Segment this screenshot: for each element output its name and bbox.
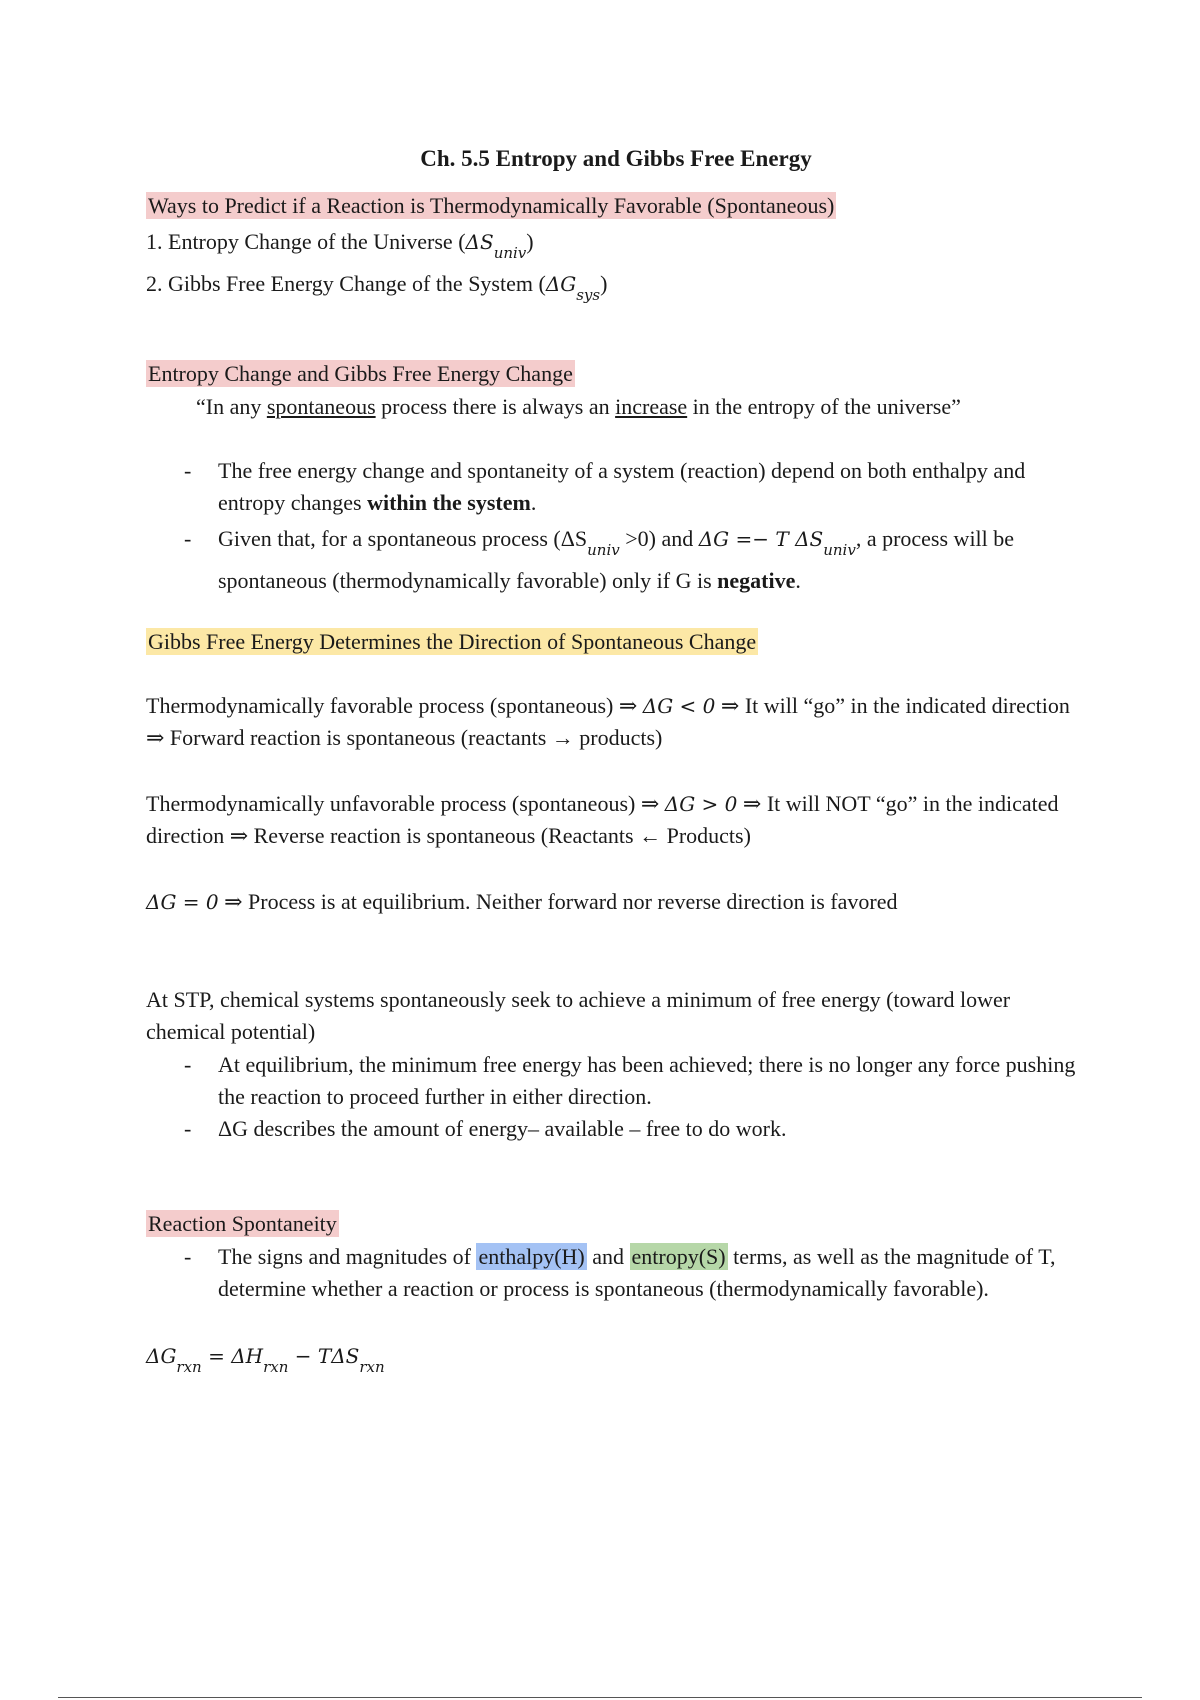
gibbs-section-heading-row	[146, 626, 1086, 658]
quote-underline-increase: increase	[615, 394, 688, 419]
spontaneity-bullet-1	[146, 1241, 1086, 1305]
entropy-bullet-1-end: .	[530, 490, 537, 515]
ways-item-2-text: 2. Gibbs Free Energy Change of the System (	[146, 271, 546, 296]
entropy-bullet-1-text: The free energy change and spontaneity of a system (reaction) depend on both enthalpy and entropy changes	[218, 458, 1026, 515]
ways-item-1-symbol: ΔS	[465, 230, 494, 254]
gibbs-p3-text: ⇒ Process is at equilibrium. Neither forward nor reverse direction is favored	[218, 889, 898, 914]
gibbs-p1-math: ΔG < 0	[642, 694, 716, 718]
quote-part-a: “In any	[196, 394, 267, 419]
stp-bullet-1: - At equilibrium, the minimum free energy has been achieved; there is no longer any force pushing the reaction to proceed further in either direction.	[146, 1049, 1086, 1113]
ways-heading: Ways to Predict if a Reaction is Thermodynamically Favorable (Spontaneous)	[148, 193, 835, 218]
gibbs-p2-math: ΔG > 0	[664, 792, 738, 816]
ways-item-1-close: )	[526, 229, 534, 254]
ways-item-2-subscript: sys	[576, 286, 601, 304]
gibbs-p1-part-b: ⇒ It will “go” in the indicated direction ⇒ Forward reaction is spontaneous (reactants → products)	[146, 693, 1070, 750]
ways-item-1-text: 1. Entropy Change of the Universe (	[146, 229, 466, 254]
equation-delta-h: = ΔH	[201, 1344, 264, 1368]
gibbs-p2-part-b: ⇒ It will NOT “go” in the indicated direction ⇒ Reverse reaction is spontaneous (Reactants ← Products)	[146, 791, 1059, 848]
gibbs-section-heading: Gibbs Free Energy Determines the Direction of Spontaneous Change	[148, 629, 757, 654]
stp-intro: At STP, chemical systems spontaneously seek to achieve a minimum of free energy (toward lower chemical potential)	[146, 987, 1011, 1044]
ways-section	[146, 190, 1086, 222]
page-title: Ch. 5.5 Entropy and Gibbs Free Energy	[420, 146, 812, 171]
gibbs-paragraph-3	[146, 886, 1086, 918]
entropy-bullet-1	[146, 455, 1086, 519]
spontaneity-heading: Reaction Spontaneity	[148, 1211, 337, 1236]
spontaneity-bullet-part-b: terms, as well as the magnitude of T, determine whether a reaction or process is spontaneous (thermodynamically favorable).	[218, 1244, 1056, 1301]
entropy-bullet-2-bold: negative	[717, 568, 796, 593]
entropy-bullet-2-end: .	[795, 568, 801, 593]
entropy-bullet-2-sub-2: univ	[823, 541, 856, 559]
ways-item-2	[146, 268, 1086, 302]
entropy-bullets	[146, 455, 1086, 601]
equation-sub-3: rxn	[359, 1358, 385, 1376]
gibbs-p3-math: ΔG = 0	[146, 890, 219, 914]
spontaneity-bullet-part-a: The signs and magnitudes of	[218, 1244, 477, 1269]
gibbs-paragraph-1	[146, 690, 1086, 754]
equation-sub-1: rxn	[176, 1358, 202, 1376]
entropy-bullet-2	[146, 519, 1086, 601]
enthalpy-highlight: enthalpy(H)	[478, 1244, 585, 1269]
entropy-bullet-2-part-c: , a process will be spontaneous (thermodynamically favorable) only if G is	[218, 526, 1015, 593]
ways-item-1	[146, 226, 1086, 260]
entropy-quote	[196, 391, 1086, 423]
quote-part-c: in the entropy of the universe”	[687, 394, 961, 419]
spontaneity-bullets	[146, 1241, 1086, 1305]
entropy-bullet-2-sub-1: univ	[587, 541, 620, 559]
entropy-bullet-2-part-a: Given that, for a spontaneous process (ΔS	[218, 526, 588, 551]
spontaneity-bullet-and: and	[586, 1244, 630, 1269]
spontaneity-heading-row	[146, 1208, 1086, 1240]
entropy-section-heading: Entropy Change and Gibbs Free Energy Change	[148, 361, 573, 386]
gibbs-p2-part-a: Thermodynamically unfavorable process (spontaneous) ⇒	[146, 791, 665, 816]
entropy-bullet-2-math: ΔG =− T ΔS	[698, 527, 824, 551]
page-bottom-rule	[58, 1697, 1142, 1698]
ways-item-2-symbol: ΔG	[545, 272, 577, 296]
stp-bullets	[146, 1049, 1086, 1145]
equation-sub-2: rxn	[263, 1358, 289, 1376]
ways-item-1-subscript: univ	[493, 244, 527, 262]
quote-part-b: process there is always an	[375, 394, 616, 419]
entropy-bullet-2-part-b: >0) and	[619, 526, 699, 551]
gibbs-paragraph-2	[146, 788, 1086, 852]
entropy-section-heading-row	[146, 358, 1086, 390]
entropy-highlight: entropy(S)	[631, 1244, 726, 1269]
equation-t-delta-s: − TΔS	[288, 1344, 360, 1368]
stp-bullet-2: - ΔG describes the amount of energy– available – free to do work.	[146, 1113, 1086, 1145]
equation-delta-g: ΔG	[146, 1344, 177, 1368]
quote-underline-spontaneous: spontaneous	[266, 394, 376, 419]
ways-item-2-close: )	[600, 271, 608, 296]
entropy-bullet-1-bold: within the system	[367, 490, 531, 515]
gibbs-p1-part-a: Thermodynamically favorable process (spontaneous) ⇒	[146, 693, 643, 718]
gibbs-equation	[146, 1340, 1086, 1374]
